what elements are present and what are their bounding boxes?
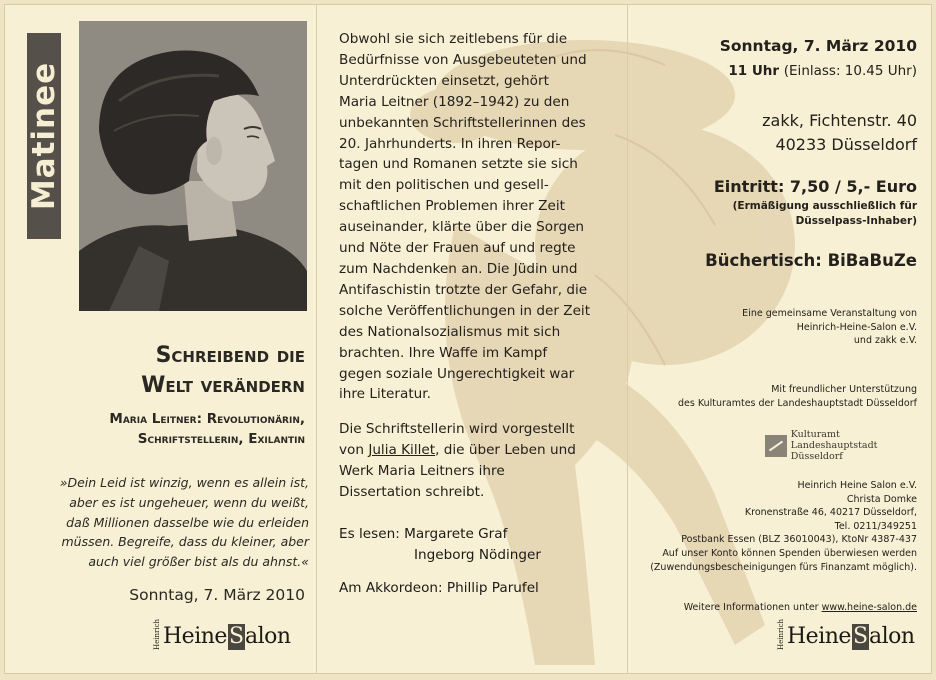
logo-salon-text: alon [869,624,915,650]
paragraph-line: Bedürfnisse von Ausgebeuteten und [339,51,587,68]
support-block [597,383,917,410]
paragraph-text: , die über Leben und [435,442,576,459]
paragraph-line: Werk Maria Leitners ihre [339,463,505,480]
paragraph-line [339,440,631,461]
heine-salon-logo-right [777,619,915,650]
portrait-photo [79,21,307,311]
admission-price: Eintritt: 7,50 / 5,- Euro [713,177,917,196]
organizers-block [657,307,917,348]
reader-name: Margarete Graf [404,526,508,542]
admission-time: (Einlass: 10.45 Uhr) [783,63,917,79]
logo-heinrich-text: Heinrich [153,619,161,651]
kulturamt-emblem-icon [765,435,787,457]
quote-line: auch viel größer bist als du ahnst.« [88,554,309,570]
event-time [728,63,917,79]
right-event-date: Sonntag, 7. März 2010 [719,37,917,55]
logo-boxed-letter: S [228,624,245,650]
paragraph-text: von [339,442,369,459]
paragraph-line: ihre Literatur. [339,386,431,403]
flyer-sheet [4,4,932,674]
paragraph-line: Obwohl sie sich zeitlebens für die [339,31,568,47]
website-link[interactable]: www.heine-salon.de [821,602,917,613]
price-note-line: (Ermäßigung ausschließlich für [732,200,917,212]
paragraph-line: auseinander, klärte über die Sorgen [339,219,585,236]
quote-line: »Dein Leid ist winzig, wenn es allein ist, [59,475,309,490]
logo-heine-text: Heine [163,624,227,650]
event-subtitle-line-1: Maria Leitner: Revolutionärin, [109,411,305,427]
readers-label: Es lesen: [339,526,400,542]
paragraph-line: zum Nachdenken an. Die Jüdin und [339,260,578,277]
fold-line-left [316,5,317,673]
matinee-vertical-banner [27,33,61,239]
paragraph-line: Maria Leitner (1892–1942) zu den [339,93,570,110]
left-event-date: Sonntag, 7. März 2010 [129,586,305,604]
start-time: 11 Uhr [728,63,780,79]
kulturamt-logo [765,429,931,462]
kulturamt-logo-line: Landeshauptstadt Düsseldorf [790,440,878,462]
event-title-line-1: Schreibend die [155,343,305,368]
paragraph-line: brachten. Ihre Waffe im Kampf [339,344,548,361]
paragraph-line: Antifaschistin trotzte der Gefahr, die [339,281,588,298]
paragraph-line: des Nationalsozialismus mit sich [339,323,561,340]
paragraph-line: 20. Jahrhunderts. In ihren Repor- [339,135,561,152]
heine-salon-logo-left [153,619,291,650]
paragraph-line: unbekannten Schriftstellerinnen des [339,114,586,131]
accordion-player: Phillip Parufel [446,580,539,596]
organizers-line: Heinrich-Heine-Salon e.V. [796,321,917,333]
quote-line: daß Millionen dasselbe wie du erleiden [66,514,309,530]
organizers-line: Eine gemeinsame Veranstaltung von [742,308,917,319]
paragraph-line: schaftlichen Problemen ihrer Zeit [339,198,565,215]
quote-line: müssen. Begreife, dass du kleiner, aber [61,534,309,550]
price-note-line: Düsselpass-Inhaber) [795,215,917,227]
price-note [687,199,917,229]
speaker-name: Julia Killet [368,442,436,459]
contact-line: Tel. 0211/349251 [834,520,917,532]
paragraph-line: Unterdrückten einsetzt, gehört [339,72,549,89]
kulturamt-logo-line: Kulturamt [790,429,840,440]
event-subtitle-line-2: Schriftstellerin, Exilantin [137,431,305,447]
accordion-label: Am Akkordeon: [339,580,443,596]
description-text [339,29,631,513]
paragraph-line: und Nöte der Frauen auf und regte [339,240,576,257]
paragraph-line: solche Veröffentlichungen in der Zeit [339,302,591,319]
reader-name: Ingeborg Nödinger [414,546,541,563]
venue-city: 40233 Düsseldorf [775,135,917,154]
matinee-label: Matinee [26,61,62,211]
paragraph-line: Dissertation schreibt. [339,484,485,501]
quote-block [27,473,309,572]
logo-boxed-letter: S [852,624,869,650]
more-info-line [597,601,917,615]
support-line: des Kulturamtes der Landeshauptstadt Düsseldorf [678,397,917,409]
event-title-line-2: Welt verändern [141,373,305,398]
book-table: Büchertisch: BiBaBuZe [705,251,917,270]
contact-line: Heinrich Heine Salon e.V. [797,480,917,491]
organizers-line: und zakk e.V. [853,335,917,347]
logo-salon-text: alon [245,624,291,650]
contact-block [617,479,917,574]
description-paragraph-2 [339,419,631,503]
paragraph-line: mit den politischen und gesell- [339,177,549,194]
venue-address: zakk, Fichtenstr. 40 [762,111,917,130]
more-info-text: Weitere Informationen unter [683,602,822,613]
contact-line: (Zuwendungsbescheinigungen fürs Finanzamt möglich). [650,561,917,573]
paragraph-line: Die Schriftstellerin wird vorgestellt [339,421,575,438]
logo-heine-text: Heine [787,624,851,650]
contact-line: Postbank Essen (BLZ 36010043), KtoNr 4387-437 [681,534,917,546]
readers-block [339,524,631,566]
accordion-block [339,578,631,599]
logo-heinrich-text: Heinrich [777,619,785,651]
paragraph-line: gegen soziale Ungerechtigkeit war [339,365,575,382]
quote-line: aber es ist ungeheuer, wenn du weißt, [69,494,309,510]
support-line: Mit freundlicher Unterstützung [771,384,917,395]
paragraph-line: tagen und Romanen setzte sie sich [339,156,578,173]
description-paragraph-1 [339,29,631,405]
contact-line: Christa Domke [846,493,917,505]
contact-line: Kronenstraße 46, 40217 Düsseldorf, [744,507,917,519]
contact-line: Auf unser Konto können Spenden überwiesen werden [662,547,917,559]
